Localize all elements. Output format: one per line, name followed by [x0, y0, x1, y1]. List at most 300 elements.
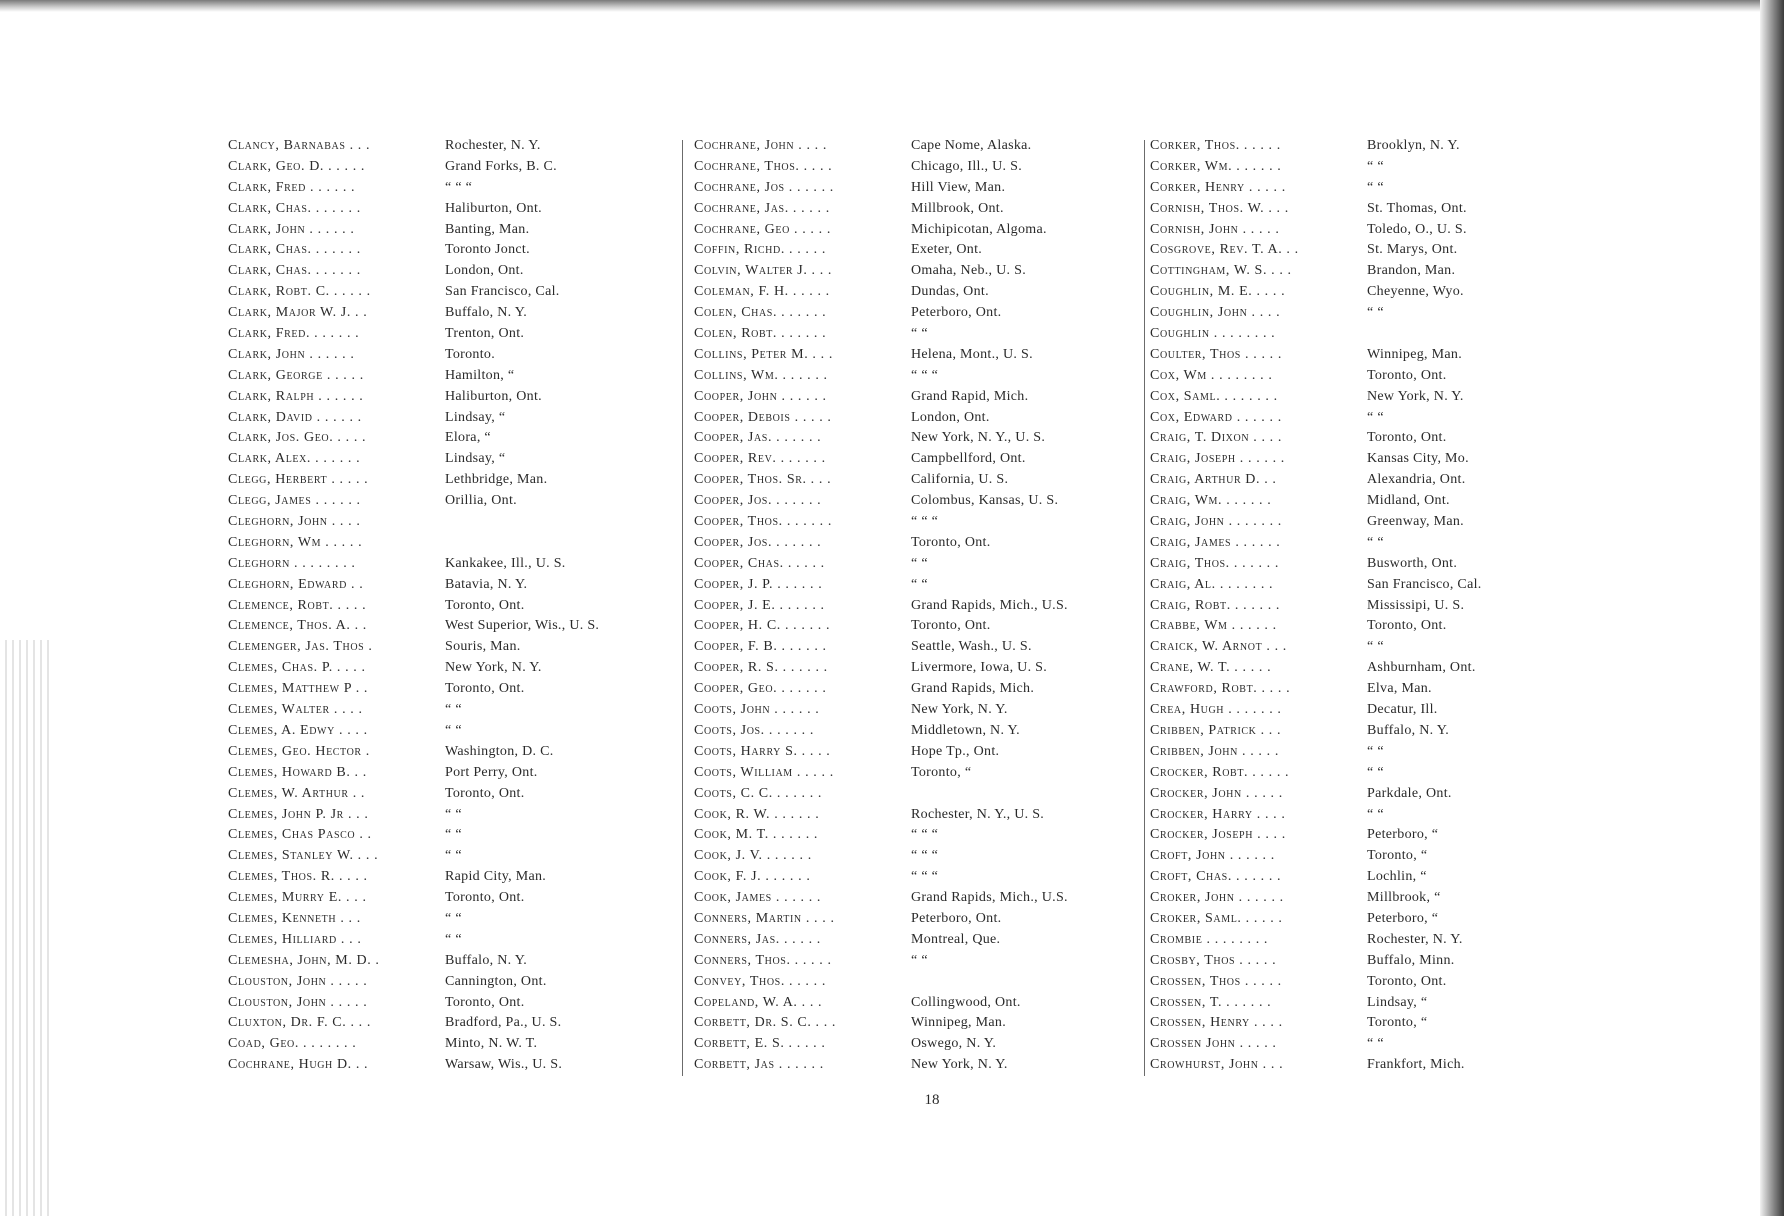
directory-entry [1150, 533, 1620, 554]
directory-entry [1150, 909, 1620, 930]
directory-entry [694, 742, 1184, 763]
directory-entry [694, 387, 1184, 408]
directory-entry [1150, 742, 1620, 763]
directory-entry [694, 282, 1184, 303]
entry-name: Clark, Fred. . . . . . . [228, 326, 360, 342]
entry-place: Toronto, Ont. [445, 890, 525, 906]
directory-entry [1150, 951, 1620, 972]
entry-place: “ “ [1367, 764, 1384, 780]
entry-name: Cook, James . . . . . . [694, 890, 822, 906]
directory-entry [228, 846, 708, 867]
entry-place: Ashburnham, Ont. [1367, 660, 1476, 676]
directory-entry [1150, 387, 1620, 408]
entry-place: Chicago, Ill., U. S. [911, 158, 1022, 174]
directory-entry [1150, 199, 1620, 220]
entry-place: Rochester, N. Y., U. S. [911, 806, 1045, 822]
directory-entry [228, 282, 708, 303]
entry-place: Buffalo, Minn. [1367, 952, 1455, 968]
directory-entry [228, 805, 708, 826]
entry-place: “ “ [1367, 158, 1384, 174]
entry-name: Cochrane, Jos . . . . . . [694, 179, 834, 195]
entry-name: Conners, Thos. . . . . . [694, 952, 832, 968]
entry-name: Crossen, Thos . . . . . [1150, 973, 1282, 989]
entry-place: “ “ [1367, 409, 1384, 425]
directory-entry [1150, 679, 1620, 700]
entry-place: Minto, N. W. T. [445, 1036, 538, 1052]
directory-entry [694, 240, 1184, 261]
entry-name: Croft, Chas. . . . . . . [1150, 869, 1282, 885]
entry-name: Clancy, Barnabas . . . [228, 138, 371, 153]
directory-entry [694, 408, 1184, 429]
directory-entry [1150, 428, 1620, 449]
directory-entry [694, 909, 1184, 930]
directory-entry [1150, 282, 1620, 303]
entry-place: “ “ “ [911, 827, 939, 843]
directory-entry [228, 784, 708, 805]
entry-place: Millbrook, Ont. [911, 200, 1004, 216]
entry-place: “ “ [445, 827, 462, 843]
entry-place: “ “ [911, 326, 928, 342]
entry-name: Craig, Joseph . . . . . . [1150, 451, 1285, 467]
entry-place: Batavia, N. Y. [445, 576, 528, 592]
entry-name: Crowhurst, John . . . [1150, 1057, 1284, 1073]
entry-place: Souris, Man. [445, 639, 521, 655]
directory-entry [694, 616, 1184, 637]
entry-place: Collingwood, Ont. [911, 994, 1021, 1010]
entry-name: Cribben, Patrick . . . [1150, 722, 1282, 738]
directory-entry [228, 324, 708, 345]
directory-entry [1150, 805, 1620, 826]
directory-entry [1150, 240, 1620, 261]
entry-name: Clark, Chas. . . . . . . [228, 200, 361, 216]
directory-entry [694, 178, 1184, 199]
entry-name: Cook, F. J. . . . . . . [694, 869, 811, 885]
entry-place: Colombus, Kansas, U. S. [911, 493, 1059, 509]
entry-place: Port Perry, Ont. [445, 764, 538, 780]
directory-entry [694, 366, 1184, 387]
entry-place: Peterboro, “ [1367, 910, 1439, 926]
entry-place: “ “ [911, 952, 928, 968]
entry-name: Cosgrove, Rev. T. A. . . [1150, 242, 1299, 258]
entry-name: Clark, Major W. J. . . [228, 305, 368, 321]
directory-entry [694, 596, 1184, 617]
entry-name: Crombie . . . . . . . . [1150, 931, 1269, 947]
entry-name: Cox, Saml. . . . . . . . [1150, 388, 1278, 404]
entry-name: Collins, Peter M. . . . [694, 346, 833, 362]
scan-top-shadow [0, 0, 1784, 12]
entry-place: “ “ [445, 848, 462, 864]
directory-entry [694, 449, 1184, 470]
directory-entry [694, 721, 1184, 742]
directory-entry [1150, 449, 1620, 470]
directory-entry [1150, 157, 1620, 178]
entry-name: Cochrane, Hugh D. . . [228, 1057, 369, 1073]
entry-place: Lindsay, “ [1367, 994, 1428, 1010]
entry-name: Conners, Jas. . . . . . [694, 931, 821, 947]
entry-place: Lethbridge, Man. [445, 472, 548, 488]
entry-place: New York, N. Y. [911, 1057, 1008, 1073]
entry-place: Toronto, Ont. [1367, 618, 1447, 634]
directory-entry [694, 972, 1184, 993]
entry-place: Winnipeg, Man. [1367, 346, 1463, 362]
entry-name: Clark, Robt. C. . . . . . [228, 284, 371, 300]
entry-name: Coleman, F. H. . . . . . [694, 284, 830, 300]
directory-entry [694, 1055, 1184, 1076]
entry-place: Elva, Man. [1367, 681, 1432, 697]
entry-name: Clemes, Chas Pasco . . [228, 827, 372, 843]
entry-name: Cleghorn . . . . . . . . [228, 555, 356, 571]
entry-place: Lindsay, “ [445, 409, 506, 425]
entry-name: Corbett, Jas . . . . . . [694, 1057, 824, 1073]
entry-place: Rochester, N. Y. [1367, 931, 1463, 947]
directory-entry [1150, 220, 1620, 241]
entry-name: Cochrane, John . . . . [694, 138, 827, 153]
entry-place: Grand Rapids, Mich., U.S. [911, 890, 1068, 906]
entry-place: Buffalo, N. Y. [445, 305, 528, 321]
entry-place: Greenway, Man. [1367, 514, 1464, 530]
entry-name: Craig, Thos. . . . . . . [1150, 555, 1279, 571]
entry-place: Montreal, Que. [911, 931, 1001, 947]
entry-name: Collins, Wm. . . . . . . [694, 367, 828, 383]
entry-name: Crea, Hugh . . . . . . . [1150, 702, 1282, 718]
entry-name: Clemes, Geo. Hector . [228, 743, 370, 759]
entry-place: “ “ [1367, 639, 1384, 655]
entry-place: “ “ [445, 806, 462, 822]
entry-name: Cleghorn, Edward . . [228, 576, 364, 592]
entry-name: Coots, John . . . . . . [694, 702, 820, 718]
directory-column-3 [1150, 136, 1620, 1076]
entry-name: Clegg, Herbert . . . . . [228, 472, 369, 488]
directory-entry [1150, 1034, 1620, 1055]
entry-name: Clemesha, John, M. D. . [228, 952, 380, 968]
entry-name: Cleghorn, Wm . . . . . [228, 534, 363, 550]
entry-name: Cottingham, W. S. . . . [1150, 263, 1292, 279]
directory-entry [694, 951, 1184, 972]
entry-name: Clemes, Stanley W. . . . [228, 848, 379, 864]
entry-name: Clemence, Thos. A. . . [228, 618, 367, 634]
entry-place: “ “ [1367, 534, 1384, 550]
directory-entry [228, 533, 708, 554]
entry-place: Toledo, O., U. S. [1367, 221, 1467, 237]
entry-place: Cannington, Ont. [445, 973, 547, 989]
directory-entry [694, 220, 1184, 241]
directory-entry [228, 303, 708, 324]
entry-place: “ “ “ [911, 367, 939, 383]
entry-place: Millbrook, “ [1367, 890, 1441, 906]
directory-entry [228, 951, 708, 972]
entry-name: Crosby, Thos . . . . . [1150, 952, 1277, 968]
entry-place: Toronto. [445, 346, 496, 362]
entry-place: “ “ [445, 910, 462, 926]
directory-entry [694, 888, 1184, 909]
entry-name: Cleghorn, John . . . . [228, 514, 361, 530]
entry-place: Decatur, Ill. [1367, 702, 1438, 718]
directory-entry [1150, 554, 1620, 575]
page-stack-edge [0, 640, 52, 1216]
entry-name: Clemes, W. Arthur . . [228, 785, 366, 801]
directory-entry [1150, 324, 1620, 345]
directory-entry [228, 596, 708, 617]
entry-name: Conners, Martin . . . . [694, 910, 835, 926]
entry-place: Toronto, Ont. [911, 618, 991, 634]
entry-name: Clark, John . . . . . . [228, 221, 355, 237]
entry-place: Toronto, Ont. [445, 597, 525, 613]
directory-entry [1150, 867, 1620, 888]
directory-entry [1150, 993, 1620, 1014]
entry-place: Grand Rapids, Mich., U.S. [911, 597, 1068, 613]
directory-entry [1150, 512, 1620, 533]
directory-entry [1150, 700, 1620, 721]
entry-place: New York, N. Y. [1367, 388, 1464, 404]
directory-entry [694, 428, 1184, 449]
entry-place: Middletown, N. Y. [911, 722, 1020, 738]
entry-name: Cook, M. T. . . . . . . [694, 827, 819, 843]
directory-entry [228, 178, 708, 199]
entry-place: New York, N. Y., U. S. [911, 430, 1046, 446]
directory-entry [694, 930, 1184, 951]
directory-entry [228, 554, 708, 575]
entry-place: Toronto, Ont. [1367, 973, 1447, 989]
entry-place: Rochester, N. Y. [445, 138, 541, 153]
entry-name: Crocker, Joseph . . . . [1150, 827, 1286, 843]
entry-place: Hope Tp., Ont. [911, 743, 1000, 759]
directory-entry [694, 846, 1184, 867]
entry-place: Trenton, Ont. [445, 326, 525, 342]
directory-entry [228, 721, 708, 742]
entry-name: Clark, John . . . . . . [228, 346, 355, 362]
entry-place: Warsaw, Wis., U. S. [445, 1057, 563, 1073]
directory-entry [1150, 408, 1620, 429]
entry-name: Clemes, Hilliard . . . [228, 931, 362, 947]
directory-entry [228, 616, 708, 637]
entry-name: Clemes, Chas. P. . . . . [228, 660, 366, 676]
entry-name: Clemence, Robt. . . . . [228, 597, 367, 613]
directory-entry [228, 1013, 708, 1034]
entry-name: Corker, Thos. . . . . . [1150, 138, 1281, 153]
directory-entry [1150, 930, 1620, 951]
directory-entry [694, 157, 1184, 178]
directory-entry [228, 345, 708, 366]
entry-name: Clark, Fred . . . . . . [228, 179, 356, 195]
directory-entry [228, 888, 708, 909]
directory-entry [228, 387, 708, 408]
directory-entry [228, 157, 708, 178]
directory-entry [228, 763, 708, 784]
directory-entry [228, 825, 708, 846]
directory-entry [694, 491, 1184, 512]
entry-place: Lindsay, “ [445, 451, 506, 467]
entry-place: St. Thomas, Ont. [1367, 200, 1467, 216]
entry-name: Cochrane, Thos. . . . . [694, 158, 833, 174]
entry-name: Crocker, Robt. . . . . . [1150, 764, 1290, 780]
directory-entry [228, 742, 708, 763]
directory-entry [228, 867, 708, 888]
entry-place: Buffalo, N. Y. [1367, 722, 1450, 738]
entry-place: Brooklyn, N. Y. [1367, 138, 1460, 153]
entry-name: Cox, Wm . . . . . . . . [1150, 367, 1273, 383]
directory-column-1 [228, 136, 708, 1076]
entry-place: “ “ [1367, 743, 1384, 759]
entry-name: Clark, Geo. D. . . . . . [228, 158, 366, 174]
entry-name: Coulter, Thos . . . . . [1150, 346, 1282, 362]
directory-entry [1150, 846, 1620, 867]
entry-name: Cooper, Debois . . . . . [694, 409, 832, 425]
directory-entry [1150, 261, 1620, 282]
entry-place: Grand Rapid, Mich. [911, 388, 1029, 404]
directory-entry [228, 136, 708, 157]
entry-place: Busworth, Ont. [1367, 555, 1458, 571]
directory-entry [1150, 721, 1620, 742]
entry-name: Cox, Edward . . . . . . [1150, 409, 1282, 425]
directory-entry [694, 345, 1184, 366]
entry-name: Cooper, J. P. . . . . . . [694, 576, 823, 592]
directory-entry [694, 470, 1184, 491]
directory-entry [1150, 136, 1620, 157]
directory-entry [228, 930, 708, 951]
directory-entry [228, 637, 708, 658]
entry-name: Crossen, Henry . . . . [1150, 1015, 1283, 1031]
entry-name: Cooper, Geo. . . . . . . [694, 681, 827, 697]
entry-place: Hamilton, “ [445, 367, 515, 383]
entry-place: Toronto, Ont. [1367, 367, 1447, 383]
directory-entry [694, 1034, 1184, 1055]
entry-place: Buffalo, N. Y. [445, 952, 528, 968]
entry-place: Mississipi, U. S. [1367, 597, 1465, 613]
entry-name: Cook, R. W. . . . . . . [694, 806, 820, 822]
entry-place: “ “ [445, 931, 462, 947]
directory-entry [694, 679, 1184, 700]
directory-column-2 [694, 136, 1184, 1076]
entry-name: Cooper, Thos. Sr. . . . [694, 472, 832, 488]
entry-place: West Superior, Wis., U. S. [445, 618, 600, 634]
entry-name: Coots, Jos. . . . . . . [694, 722, 814, 738]
directory-entry [694, 700, 1184, 721]
entry-place: Seattle, Wash., U. S. [911, 639, 1032, 655]
entry-name: Clark, Chas. . . . . . . [228, 242, 361, 258]
entry-name: Crawford, Robt. . . . . [1150, 681, 1291, 697]
entry-name: Colen, Chas. . . . . . . [694, 305, 827, 321]
entry-name: Cooper, Jos. . . . . . . [694, 534, 822, 550]
entry-name: Copeland, W. A. . . . [694, 994, 823, 1010]
entry-place: “ “ [445, 702, 462, 718]
entry-place: Banting, Man. [445, 221, 530, 237]
directory-entry [1150, 1055, 1620, 1076]
directory-entry [694, 533, 1184, 554]
entry-name: Clemes, John P. Jr . . . [228, 806, 369, 822]
entry-place: Rapid City, Man. [445, 869, 547, 885]
entry-name: Convey, Thos. . . . . . [694, 973, 826, 989]
directory-entry [694, 825, 1184, 846]
entry-place: “ “ [1367, 305, 1384, 321]
entry-place: Toronto, Ont. [1367, 430, 1447, 446]
entry-place: Haliburton, Ont. [445, 388, 542, 404]
entry-name: Clark, David . . . . . . [228, 409, 362, 425]
entry-place: Toronto, “ [911, 764, 972, 780]
entry-name: Coots, C. C. . . . . . . [694, 785, 823, 801]
entry-name: Cooper, H. C. . . . . . . [694, 618, 831, 634]
entry-place: London, Ont. [911, 409, 990, 425]
entry-name: Crocker, John . . . . . [1150, 785, 1283, 801]
entry-name: Cooper, Chas. . . . . . [694, 555, 825, 571]
entry-place: Washington, D. C. [445, 743, 554, 759]
entry-place: St. Marys, Ont. [1367, 242, 1458, 258]
entry-place: London, Ont. [445, 263, 524, 279]
entry-place: “ “ “ [911, 848, 939, 864]
directory-entry [694, 199, 1184, 220]
directory-entry [694, 993, 1184, 1014]
directory-entry [694, 805, 1184, 826]
entry-place: Midland, Ont. [1367, 493, 1450, 509]
entry-place: Oswego, N. Y. [911, 1036, 997, 1052]
directory-entry [694, 763, 1184, 784]
entry-name: Cornish, Thos. W. . . . [1150, 200, 1289, 216]
directory-entry [228, 408, 708, 429]
entry-place: Toronto, Ont. [445, 681, 525, 697]
directory-entry [1150, 825, 1620, 846]
entry-name: Coots, William . . . . . [694, 764, 834, 780]
entry-name: Cooper, Jas. . . . . . . [694, 430, 822, 446]
directory-entry [228, 512, 708, 533]
entry-name: Craig, Wm. . . . . . . [1150, 493, 1272, 509]
directory-entry [1150, 575, 1620, 596]
directory-entry [1150, 366, 1620, 387]
entry-name: Corker, Henry . . . . . [1150, 179, 1286, 195]
entry-name: Clemes, Murry E. . . . [228, 890, 367, 906]
entry-place: Omaha, Neb., U. S. [911, 263, 1027, 279]
entry-place: Michipicotan, Algoma. [911, 221, 1047, 237]
entry-place: Peterboro, Ont. [911, 910, 1002, 926]
entry-name: Clemes, Howard B. . . [228, 764, 367, 780]
entry-name: Coffin, Richd. . . . . . [694, 242, 826, 258]
entry-place: San Francisco, Cal. [445, 284, 560, 300]
directory-entry [1150, 1013, 1620, 1034]
entry-name: Clark, Jos. Geo. . . . . [228, 430, 367, 446]
directory-entry [694, 554, 1184, 575]
directory-entry [694, 575, 1184, 596]
entry-place: Alexandria, Ont. [1367, 472, 1466, 488]
directory-entry [694, 261, 1184, 282]
directory-entry [228, 240, 708, 261]
directory-entry [228, 993, 708, 1014]
entry-name: Cooper, J. E. . . . . . . [694, 597, 825, 613]
entry-name: Cornish, John . . . . . [1150, 221, 1280, 237]
entry-name: Cooper, Thos. . . . . . . [694, 514, 832, 530]
entry-name: Clegg, James . . . . . . [228, 493, 361, 509]
directory-entry [1150, 888, 1620, 909]
directory-entry [694, 512, 1184, 533]
directory-entry [228, 1034, 708, 1055]
column-divider [682, 140, 683, 1076]
directory-entry [1150, 596, 1620, 617]
directory-entry [1150, 763, 1620, 784]
entry-place: Bradford, Pa., U. S. [445, 1015, 562, 1031]
directory-entry [694, 324, 1184, 345]
entry-place: “ “ [1367, 1036, 1384, 1052]
directory-entry [228, 658, 708, 679]
directory-entry [1150, 470, 1620, 491]
entry-name: Craig, John . . . . . . . [1150, 514, 1282, 530]
entry-place: Cheyenne, Wyo. [1367, 284, 1464, 300]
entry-name: Corbett, Dr. S. C. . . . [694, 1015, 837, 1031]
directory-entry [228, 1055, 708, 1076]
entry-place: Toronto, Ont. [445, 785, 525, 801]
entry-place: “ “ [445, 722, 462, 738]
entry-name: Crane, W. T. . . . . . [1150, 660, 1272, 676]
entry-place: “ “ [1367, 179, 1384, 195]
entry-place: Helena, Mont., U. S. [911, 346, 1033, 362]
entry-place: Livermore, Iowa, U. S. [911, 660, 1048, 676]
entry-name: Clemes, Thos. R. . . . . [228, 869, 368, 885]
